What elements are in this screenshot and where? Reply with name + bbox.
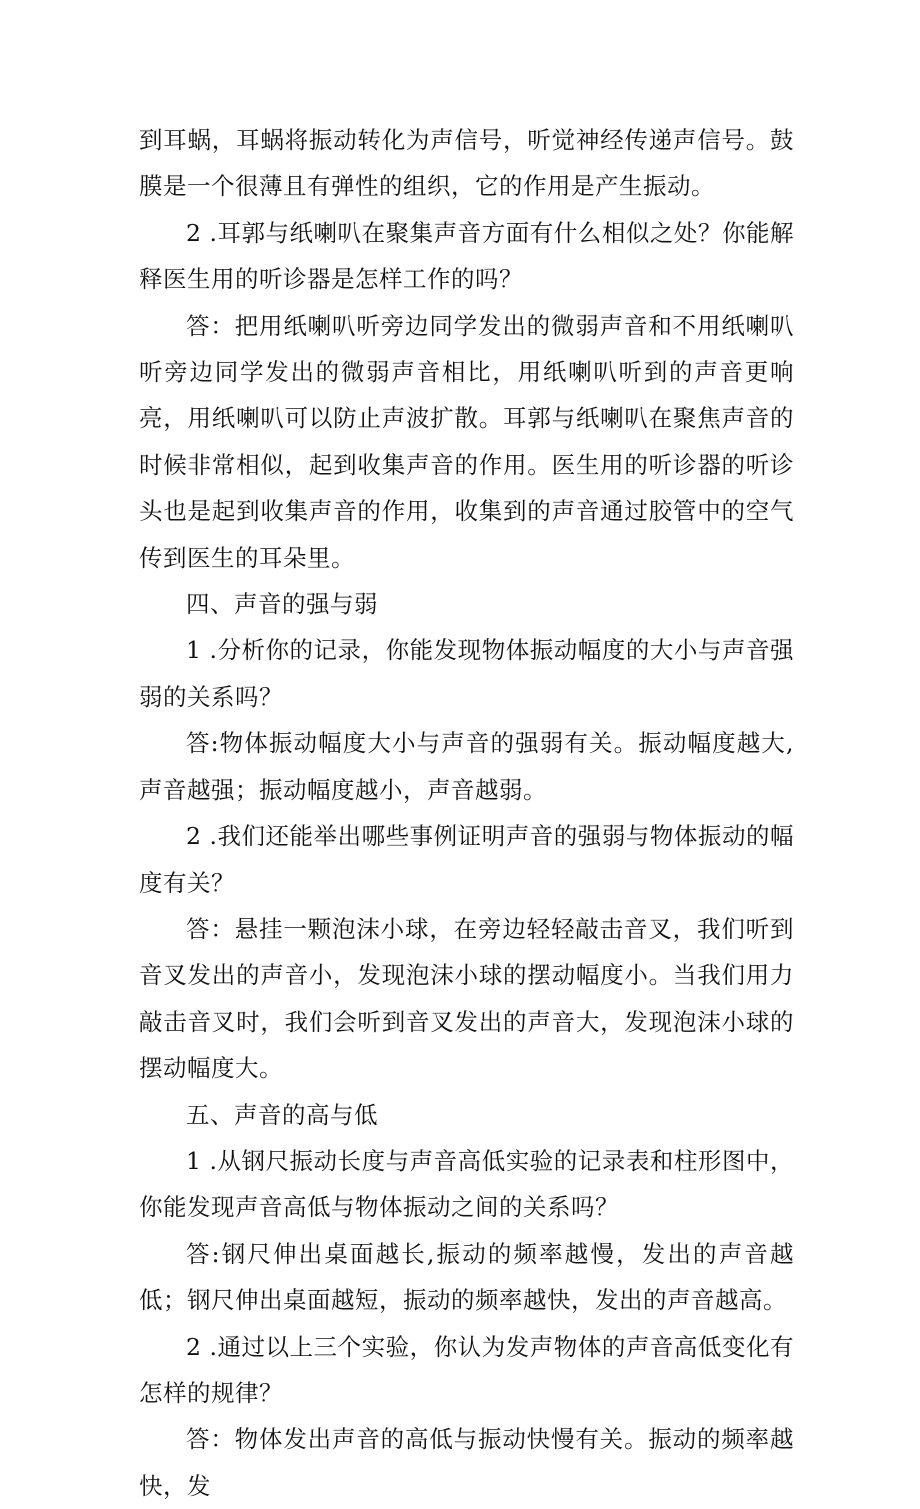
section-heading: 五、声音的高与低 bbox=[186, 1100, 378, 1129]
question-paragraph: 1 .从钢尺振动长度与声音高低实验的记录表和柱形图中，你能发现声音高低与物体振动之间的关系吗？ bbox=[139, 1146, 794, 1222]
answer-paragraph: 答:物体振动幅度大小与声音的强弱有关。振动幅度越大,声音越强；振动幅度越小，声音越弱。 bbox=[139, 729, 794, 804]
question-paragraph: 2 .耳郭与纸喇叭在聚集声音方面有什么相似之处？你能解释医生用的听诊器是怎样工作的吗？ bbox=[139, 218, 794, 294]
paragraph-continuation: 到耳蜗，耳蜗将振动转化为声信号，听觉神经传递声信号。鼓膜是一个很薄且有弹性的组织，它的作用是产生振动。 bbox=[139, 126, 794, 201]
answer-paragraph: 答:钢尺伸出桌面越长,振动的频率越慢，发出的声音越低；钢尺伸出桌面越短，振动的频率越快，发出的声音越高。 bbox=[139, 1239, 794, 1315]
answer-paragraph: 答：悬挂一颗泡沫小球，在旁边轻轻敲击音叉，我们听到音叉发出的声音小，发现泡沫小球的摆动幅度小。当我们用力敲击音叉时，我们会听到音叉发出的声音大，发现泡沫小球的摆动幅度大。 bbox=[139, 914, 794, 1083]
question-paragraph: 2 .通过以上三个实验，你认为发声物体的声音高低变化有怎样的规律？ bbox=[139, 1332, 794, 1407]
answer-paragraph: 答：物体发出声音的高低与振动快慢有关。振动的频率越快，发 bbox=[139, 1425, 794, 1500]
question-paragraph: 2 .我们还能举出哪些事例证明声音的强弱与物体振动的幅度有关？ bbox=[139, 822, 794, 897]
question-paragraph: 1 .分析你的记录，你能发现物体振动幅度的大小与声音强弱的关系吗？ bbox=[139, 636, 794, 711]
document-page bbox=[139, 117, 794, 1509]
answer-paragraph: 答：把用纸喇叭听旁边同学发出的微弱声音和不用纸喇叭听旁边同学发出的微弱声音相比，用纸喇叭听到的声音更响亮，用纸喇叭可以防止声波扩散。耳郭与纸喇叭在聚焦声音的时候非常相似，起到收集声音的作用。医生用的听诊器的听诊头也是起到收集声音的作用，收集到的声音通过胶管中的空气传到医生的耳朵里。 bbox=[139, 311, 794, 572]
section-heading: 四、声音的强与弱 bbox=[186, 590, 378, 619]
